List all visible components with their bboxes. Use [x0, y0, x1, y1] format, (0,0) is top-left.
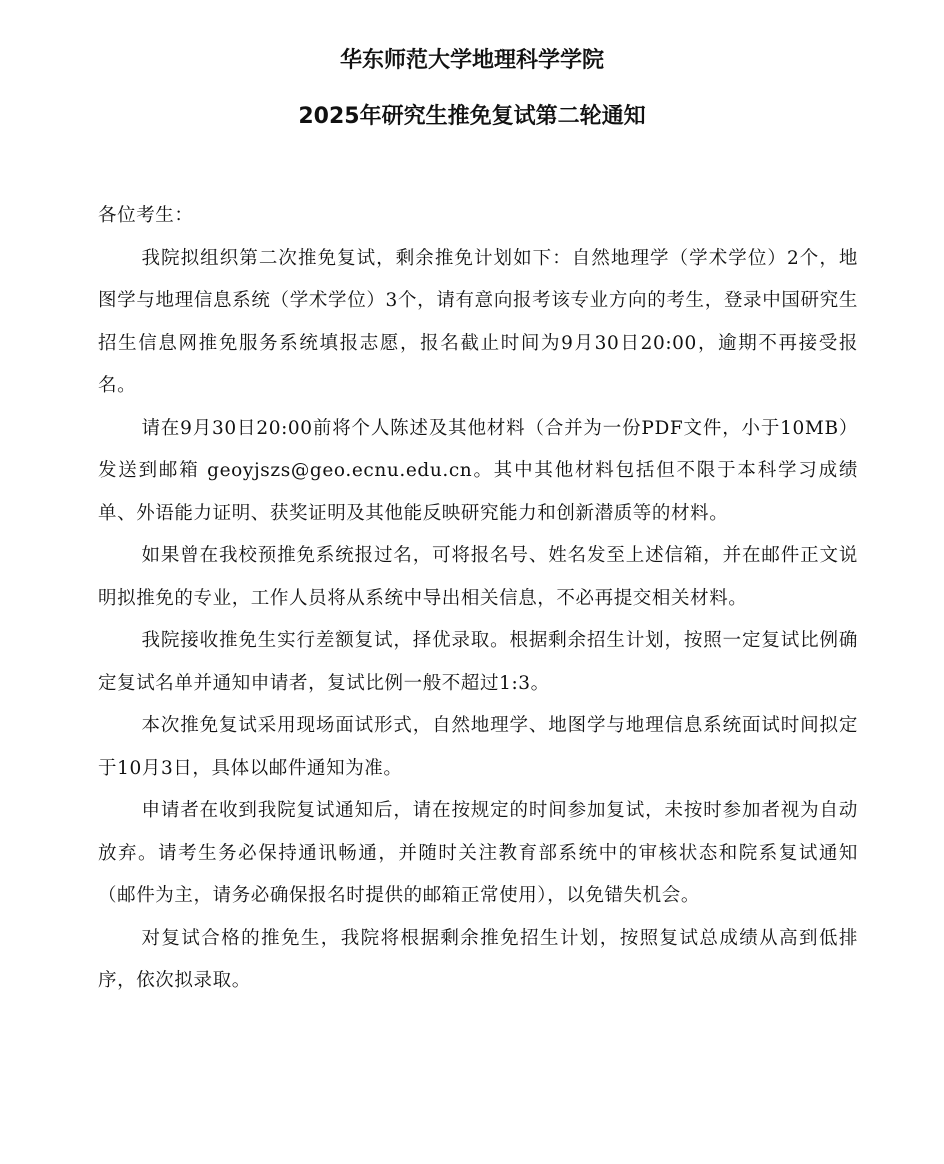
paragraph-attendance: 申请者在收到我院复试通知后，请在按规定的时间参加复试，未按时参加者视为自动放弃。请考生务必保持通讯畅通，并随时关注教育部系统中的审核状态和院系复试通知（邮件为主，请务必确保报名时提供的邮箱正常使用），以免错失机会。: [98, 800, 858, 906]
institution-title: 华东师范大学地理科学学院: [339, 48, 604, 73]
paragraph-materials: 请在9月30日20:00前将个人陈述及其他材料（合并为一份PDF文件，小于10MB）发送到邮箱 geoyjszs@geo.ecnu.edu.cn。其中其他材料包括但不限于本科学习成绩单、外语能力证明、获奖证明及其他能反映研究能力和创新潜质等的材料。: [98, 417, 858, 524]
paragraph-admission: 对复试合格的推免生，我院将根据剩余推免招生计划，按照复试总成绩从高到低排序，依次拟录取。: [98, 927, 858, 991]
salutation: 各位考生：: [98, 205, 194, 226]
paragraph-interview-format: 本次推免复试采用现场面试形式，自然地理学、地图学与地理信息系统面试时间拟定于10月3日，具体以邮件通知为准。: [98, 715, 858, 779]
paragraph-prior-registration: 如果曾在我校预推免系统报过名，可将报名号、姓名发至上述信箱，并在邮件正文说明拟推免的专业，工作人员将从系统中导出相关信息，不必再提交相关材料。: [98, 545, 858, 609]
paragraph-interview-ratio: 我院接收推免生实行差额复试，择优录取。根据剩余招生计划，按照一定复试比例确定复试名单并通知申请者，复试比例一般不超过1:3。: [98, 630, 858, 694]
notice-title: 2025年研究生推免复试第二轮通知: [298, 104, 646, 129]
paragraph-quota: 我院拟组织第二次推免复试，剩余推免计划如下：自然地理学（学术学位）2个，地图学与地理信息系统（学术学位）3个，请有意向报考该专业方向的考生，登录中国研究生招生信息网推免服务系统填报志愿，报名截止时间为9月30日20:00，逾期不再接受报名。: [98, 247, 858, 396]
notice-body: [98, 195, 858, 1003]
